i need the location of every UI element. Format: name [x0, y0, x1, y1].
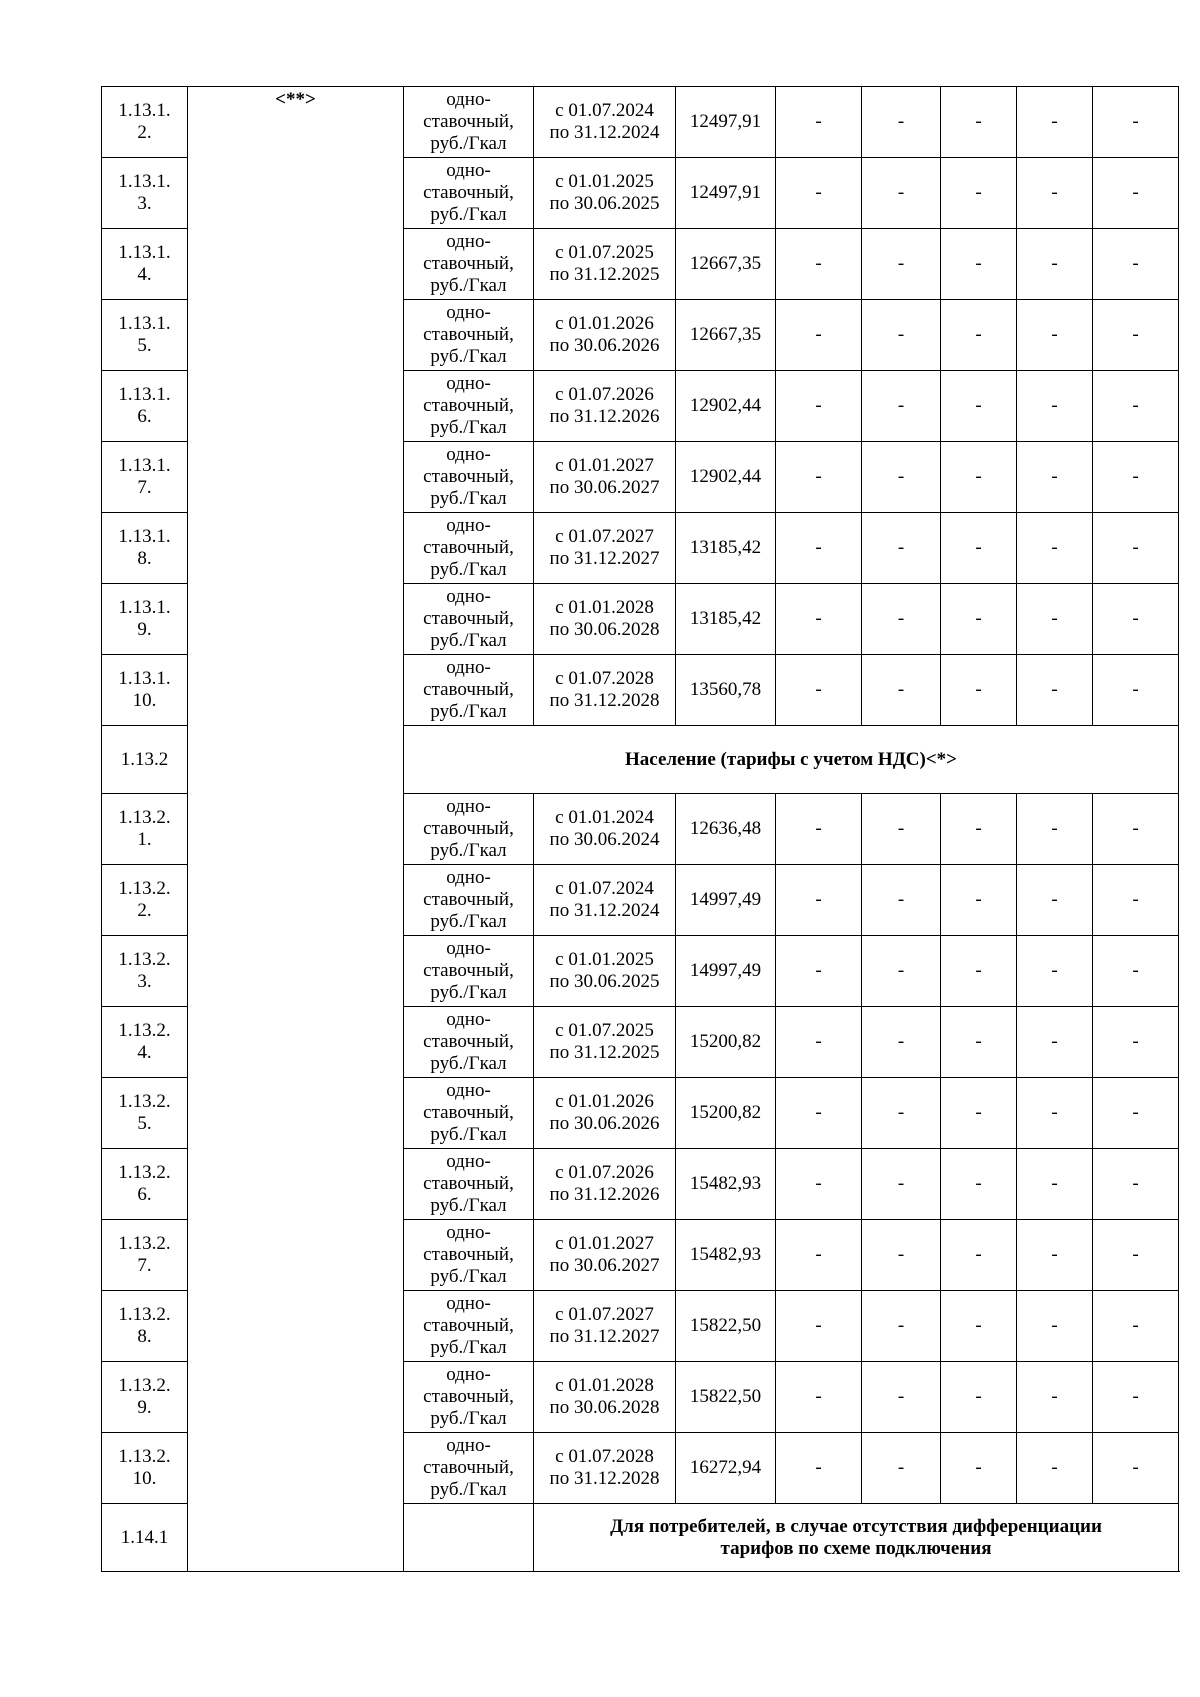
period: с 01.01.2027 по 30.06.2027: [534, 1220, 676, 1291]
empty-cell: -: [1017, 584, 1093, 655]
period: с 01.07.2027 по 31.12.2027: [534, 513, 676, 584]
empty-cell: -: [1093, 158, 1179, 229]
row-number: 1.13.1. 6.: [102, 371, 188, 442]
row-number: 1.13.2. 6.: [102, 1149, 188, 1220]
row-number: 1.13.2. 7.: [102, 1220, 188, 1291]
row-number: 1.13.1. 10.: [102, 655, 188, 726]
period: с 01.01.2025 по 30.06.2025: [534, 936, 676, 1007]
empty-cell: -: [776, 865, 862, 936]
empty-cell: -: [862, 371, 941, 442]
section-number: 1.14.1: [102, 1504, 188, 1572]
tariff-value: 15482,93: [676, 1149, 776, 1220]
empty-cell: -: [1017, 794, 1093, 865]
empty-cell: -: [776, 794, 862, 865]
empty-cell: -: [862, 229, 941, 300]
row-number: 1.13.2. 3.: [102, 936, 188, 1007]
empty-cell: -: [862, 300, 941, 371]
empty-cell: -: [1093, 584, 1179, 655]
empty-cell: -: [776, 1149, 862, 1220]
empty-cell: -: [941, 865, 1017, 936]
tariff-type: одно- ставочный, руб./Гкал: [404, 936, 534, 1007]
empty-cell: -: [1017, 1362, 1093, 1433]
tariff-type: одно- ставочный, руб./Гкал: [404, 1007, 534, 1078]
empty-cell: -: [1017, 371, 1093, 442]
period: с 01.01.2028 по 30.06.2028: [534, 584, 676, 655]
row-number: 1.13.2. 2.: [102, 865, 188, 936]
row-number: 1.13.2. 4.: [102, 1007, 188, 1078]
tariff-value: 15200,82: [676, 1078, 776, 1149]
tariff-type: одно- ставочный, руб./Гкал: [404, 1078, 534, 1149]
empty-cell: -: [776, 584, 862, 655]
empty-cell: -: [1017, 1149, 1093, 1220]
empty-cell: -: [862, 442, 941, 513]
tariff-value: 12497,91: [676, 87, 776, 158]
row-number: 1.13.2. 10.: [102, 1433, 188, 1504]
empty-cell: -: [1093, 1433, 1179, 1504]
empty-cell: -: [776, 229, 862, 300]
tariff-type: одно- ставочный, руб./Гкал: [404, 158, 534, 229]
tariff-type: одно- ставочный, руб./Гкал: [404, 1362, 534, 1433]
tariff-value: 15822,50: [676, 1291, 776, 1362]
empty-cell: -: [1017, 87, 1093, 158]
tariff-value: 12667,35: [676, 300, 776, 371]
empty-cell: -: [776, 300, 862, 371]
row-number: 1.13.1. 8.: [102, 513, 188, 584]
empty-cell: -: [1093, 513, 1179, 584]
empty-cell: -: [776, 442, 862, 513]
period: с 01.07.2025 по 31.12.2025: [534, 1007, 676, 1078]
period: с 01.07.2026 по 31.12.2026: [534, 1149, 676, 1220]
period: с 01.07.2027 по 31.12.2027: [534, 1291, 676, 1362]
empty-cell: -: [941, 1433, 1017, 1504]
row-number: 1.13.1. 4.: [102, 229, 188, 300]
period: с 01.01.2026 по 30.06.2026: [534, 1078, 676, 1149]
period: с 01.01.2027 по 30.06.2027: [534, 442, 676, 513]
tariff-value: 15482,93: [676, 1220, 776, 1291]
period: с 01.07.2025 по 31.12.2025: [534, 229, 676, 300]
period: с 01.01.2024 по 30.06.2024: [534, 794, 676, 865]
empty-cell: -: [862, 1220, 941, 1291]
empty-cell: -: [941, 936, 1017, 1007]
empty-cell: -: [1017, 1220, 1093, 1291]
empty-cell: -: [1017, 513, 1093, 584]
tariff-value: 16272,94: [676, 1433, 776, 1504]
tariff-value: 14997,49: [676, 865, 776, 936]
empty-cell: -: [1017, 442, 1093, 513]
period: с 01.07.2028 по 31.12.2028: [534, 1433, 676, 1504]
empty-cell: -: [1093, 1149, 1179, 1220]
tariff-type: одно- ставочный, руб./Гкал: [404, 655, 534, 726]
empty-cell: -: [1093, 1220, 1179, 1291]
empty-cell: -: [1093, 865, 1179, 936]
tariff-value: 12902,44: [676, 442, 776, 513]
period: с 01.07.2026 по 31.12.2026: [534, 371, 676, 442]
empty-cell: -: [862, 158, 941, 229]
empty-cell: -: [1093, 229, 1179, 300]
tariff-type: одно- ставочный, руб./Гкал: [404, 865, 534, 936]
empty-cell: -: [862, 1007, 941, 1078]
empty-cell: -: [776, 1007, 862, 1078]
row-number: 1.13.1. 2.: [102, 87, 188, 158]
empty-cell: -: [862, 87, 941, 158]
empty-cell: -: [1017, 229, 1093, 300]
empty-cell: -: [941, 371, 1017, 442]
tariff-type: одно- ставочный, руб./Гкал: [404, 87, 534, 158]
period: с 01.07.2028 по 31.12.2028: [534, 655, 676, 726]
empty-cell: -: [862, 1078, 941, 1149]
empty-cell: -: [776, 371, 862, 442]
empty-cell: -: [941, 1078, 1017, 1149]
empty-cell: -: [776, 1362, 862, 1433]
tariff-type: одно- ставочный, руб./Гкал: [404, 1149, 534, 1220]
empty-cell: -: [776, 1220, 862, 1291]
empty-cell: -: [1017, 936, 1093, 1007]
empty-cell: -: [941, 158, 1017, 229]
empty-cell: -: [941, 794, 1017, 865]
empty-cell: -: [941, 442, 1017, 513]
empty-cell: -: [1017, 158, 1093, 229]
empty-cell: -: [941, 584, 1017, 655]
empty-cell: -: [1017, 1007, 1093, 1078]
empty-cell: -: [862, 1362, 941, 1433]
empty-cell: -: [941, 300, 1017, 371]
section-title: Население (тарифы с учетом НДС)<*>: [404, 726, 1179, 794]
row-number: 1.13.1. 9.: [102, 584, 188, 655]
empty-cell: -: [776, 87, 862, 158]
empty-cell: -: [776, 655, 862, 726]
empty-cell: -: [1017, 300, 1093, 371]
empty-cell: -: [1093, 794, 1179, 865]
empty-cell: -: [941, 229, 1017, 300]
tariff-type: одно- ставочный, руб./Гкал: [404, 794, 534, 865]
empty-cell: -: [1017, 1433, 1093, 1504]
period: с 01.01.2025 по 30.06.2025: [534, 158, 676, 229]
tariff-value: 13185,42: [676, 584, 776, 655]
empty-cell: -: [862, 1149, 941, 1220]
tariff-type: одно- ставочный, руб./Гкал: [404, 442, 534, 513]
tariff-value: 13185,42: [676, 513, 776, 584]
tariff-type: одно- ставочный, руб./Гкал: [404, 371, 534, 442]
empty-cell: -: [776, 513, 862, 584]
empty-cell: -: [941, 1149, 1017, 1220]
empty-cell: -: [1093, 442, 1179, 513]
tariff-type: одно- ставочный, руб./Гкал: [404, 229, 534, 300]
empty-cell: -: [862, 1291, 941, 1362]
period: с 01.01.2026 по 30.06.2026: [534, 300, 676, 371]
empty-cell: -: [1093, 300, 1179, 371]
section-title: Для потребителей, в случае отсутствия дифференциации тарифов по схеме подключения: [534, 1504, 1179, 1572]
tariff-value: 14997,49: [676, 936, 776, 1007]
table-row: [102, 87, 1179, 158]
empty-cell: -: [1093, 1291, 1179, 1362]
empty-cell: -: [1017, 655, 1093, 726]
tariff-value: 15200,82: [676, 1007, 776, 1078]
row-number: 1.13.2. 5.: [102, 1078, 188, 1149]
empty-cell: -: [776, 936, 862, 1007]
tariff-value: 12636,48: [676, 794, 776, 865]
empty-cell: -: [1093, 1362, 1179, 1433]
empty-cell: -: [1093, 87, 1179, 158]
section-number: 1.13.2: [102, 726, 188, 794]
empty-cell: -: [1017, 1291, 1093, 1362]
tariff-value: 12497,91: [676, 158, 776, 229]
period: с 01.07.2024 по 31.12.2024: [534, 865, 676, 936]
empty-cell: -: [1017, 865, 1093, 936]
empty-cell: -: [1093, 371, 1179, 442]
empty-cell: -: [776, 1291, 862, 1362]
empty-cell: -: [941, 1362, 1017, 1433]
tariff-type: одно- ставочный, руб./Гкал: [404, 1220, 534, 1291]
row-number: 1.13.2. 1.: [102, 794, 188, 865]
empty-cell: -: [1093, 936, 1179, 1007]
empty-cell: -: [941, 513, 1017, 584]
tariff-value: 13560,78: [676, 655, 776, 726]
empty-cell: -: [776, 1433, 862, 1504]
tariff-value: 12667,35: [676, 229, 776, 300]
empty-cell: -: [941, 1291, 1017, 1362]
row-number: 1.13.1. 5.: [102, 300, 188, 371]
consumer-group-cell: <**>: [188, 87, 404, 1572]
empty-cell: -: [941, 1220, 1017, 1291]
empty-cell: -: [862, 794, 941, 865]
empty-cell: -: [1093, 1078, 1179, 1149]
period: с 01.01.2028 по 30.06.2028: [534, 1362, 676, 1433]
row-number: 1.13.1. 7.: [102, 442, 188, 513]
tariff-table: [101, 86, 1179, 1572]
empty-cell: -: [862, 865, 941, 936]
row-number: 1.13.2. 9.: [102, 1362, 188, 1433]
empty-cell: -: [1093, 1007, 1179, 1078]
empty-cell: -: [941, 87, 1017, 158]
tariff-value: 15822,50: [676, 1362, 776, 1433]
empty-cell: -: [1017, 1078, 1093, 1149]
consumer-group-cell-empty: [404, 1504, 534, 1572]
tariff-type: одно- ставочный, руб./Гкал: [404, 1291, 534, 1362]
tariff-type: одно- ставочный, руб./Гкал: [404, 300, 534, 371]
tariff-value: 12902,44: [676, 371, 776, 442]
empty-cell: -: [776, 1078, 862, 1149]
empty-cell: -: [862, 936, 941, 1007]
tariff-type: одно- ставочный, руб./Гкал: [404, 584, 534, 655]
tariff-type: одно- ставочный, руб./Гкал: [404, 1433, 534, 1504]
period: с 01.07.2024 по 31.12.2024: [534, 87, 676, 158]
empty-cell: -: [862, 513, 941, 584]
row-number: 1.13.1. 3.: [102, 158, 188, 229]
empty-cell: -: [862, 584, 941, 655]
empty-cell: -: [941, 1007, 1017, 1078]
empty-cell: -: [862, 1433, 941, 1504]
row-number: 1.13.2. 8.: [102, 1291, 188, 1362]
empty-cell: -: [941, 655, 1017, 726]
empty-cell: -: [862, 655, 941, 726]
tariff-type: одно- ставочный, руб./Гкал: [404, 513, 534, 584]
empty-cell: -: [776, 158, 862, 229]
empty-cell: -: [1093, 655, 1179, 726]
